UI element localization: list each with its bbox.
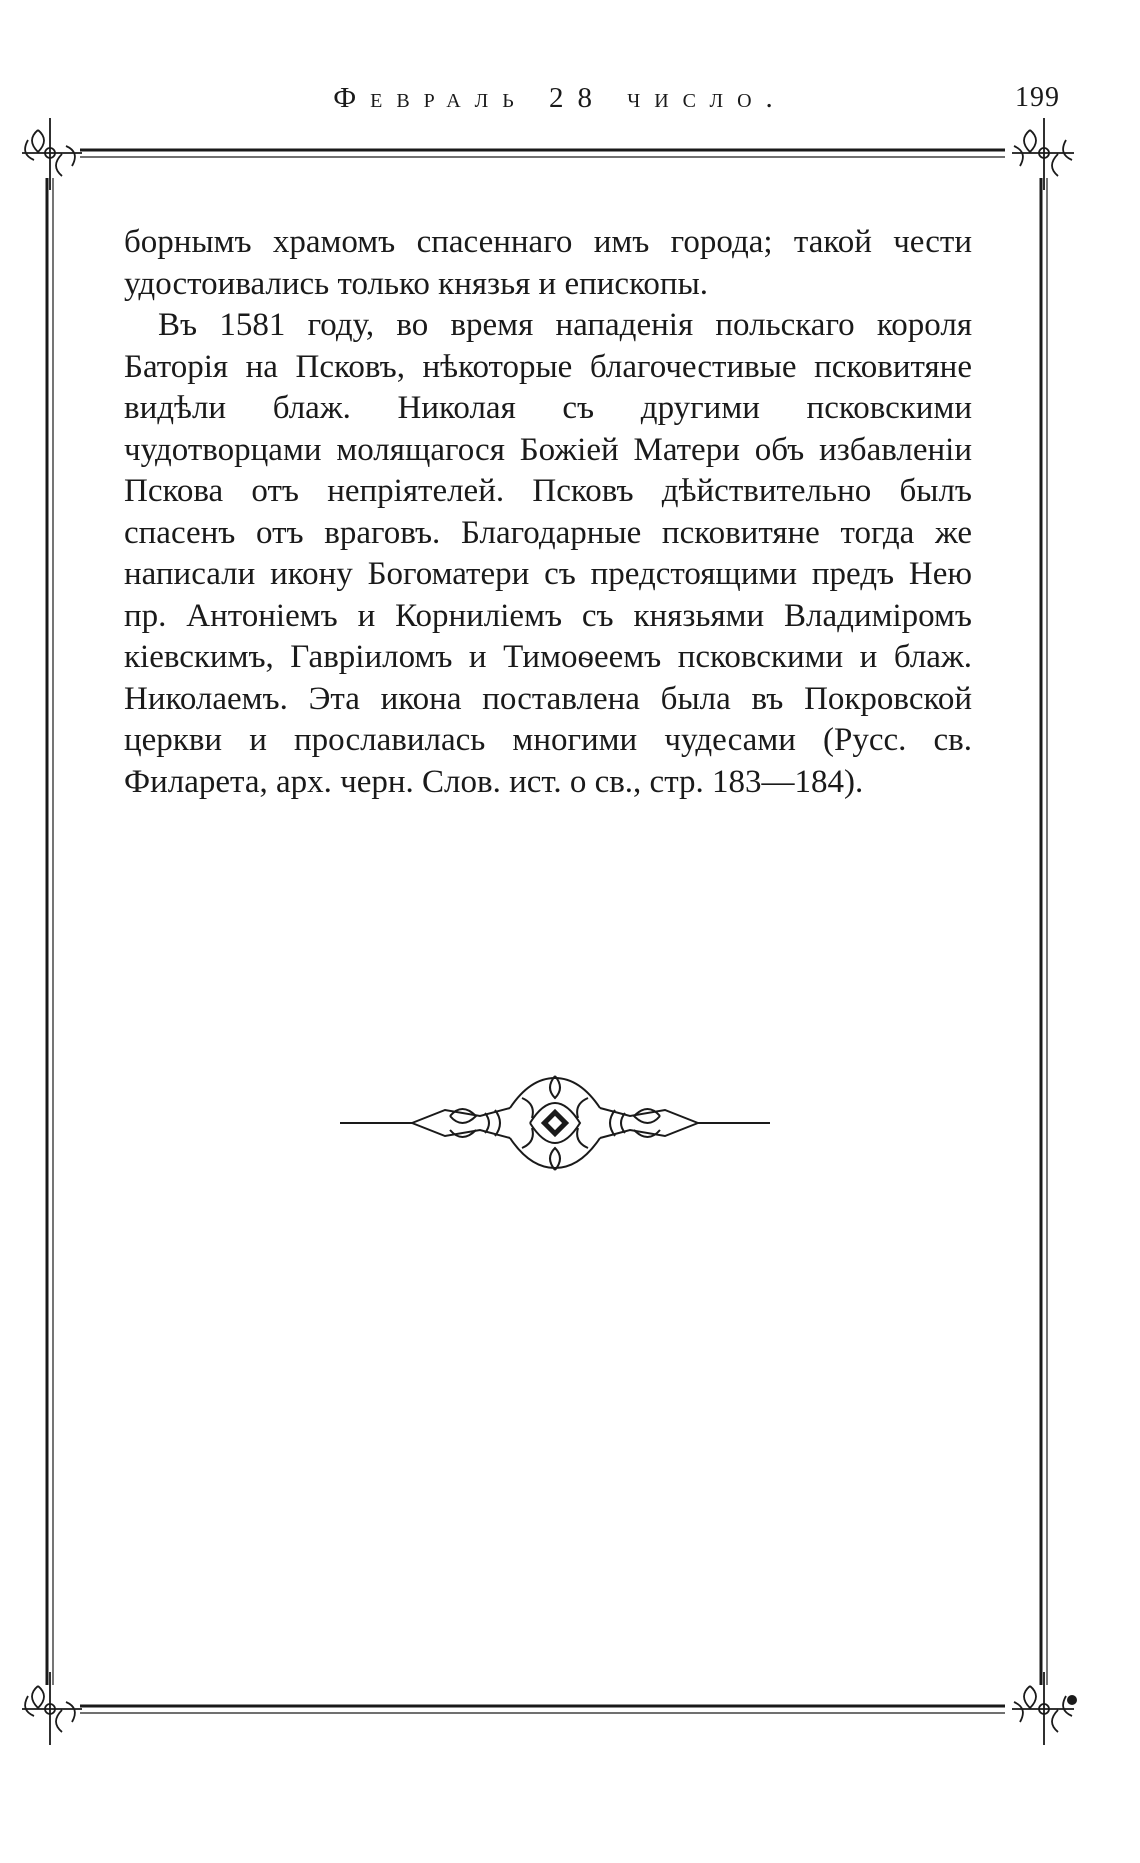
page-number: 199 (1015, 82, 1060, 113)
paragraph: Въ 1581 году, во время нападенія польскаго короля Баторія на Псковъ, нѣкоторые благочестивые псковитяне видѣли блаж. Николая съ другими псковскими чудотворцами молящагося Божіей Матери объ избавленіи Пскова отъ непріятелей. Псковъ дѣйствительно былъ спасенъ отъ враговъ. Благодарные псковитяне тогда же написали икону Богоматери съ предстоящими предъ Нею пр. Антоніемъ и Корниліемъ съ князьями Владиміромъ кіевскимъ, Гавріиломъ и Тимоѳеемъ псковскими и блаж. Николаемъ. Эта икона поставлена была въ Покровской церкви и прославилась многими чудесами (Русс. св. Филарета, арх. черн. Слов. ист. о св., стр. 183—184). (124, 307, 972, 800)
running-title: Февраль 28 число. (333, 82, 787, 114)
running-head (60, 82, 1060, 122)
scroll-fleuron-icon (340, 1068, 770, 1178)
body-text (124, 222, 972, 803)
paragraph-continued: борнымъ храмомъ спасеннаго имъ города; такой чести удостоивались только князья и епископы. (124, 224, 972, 302)
